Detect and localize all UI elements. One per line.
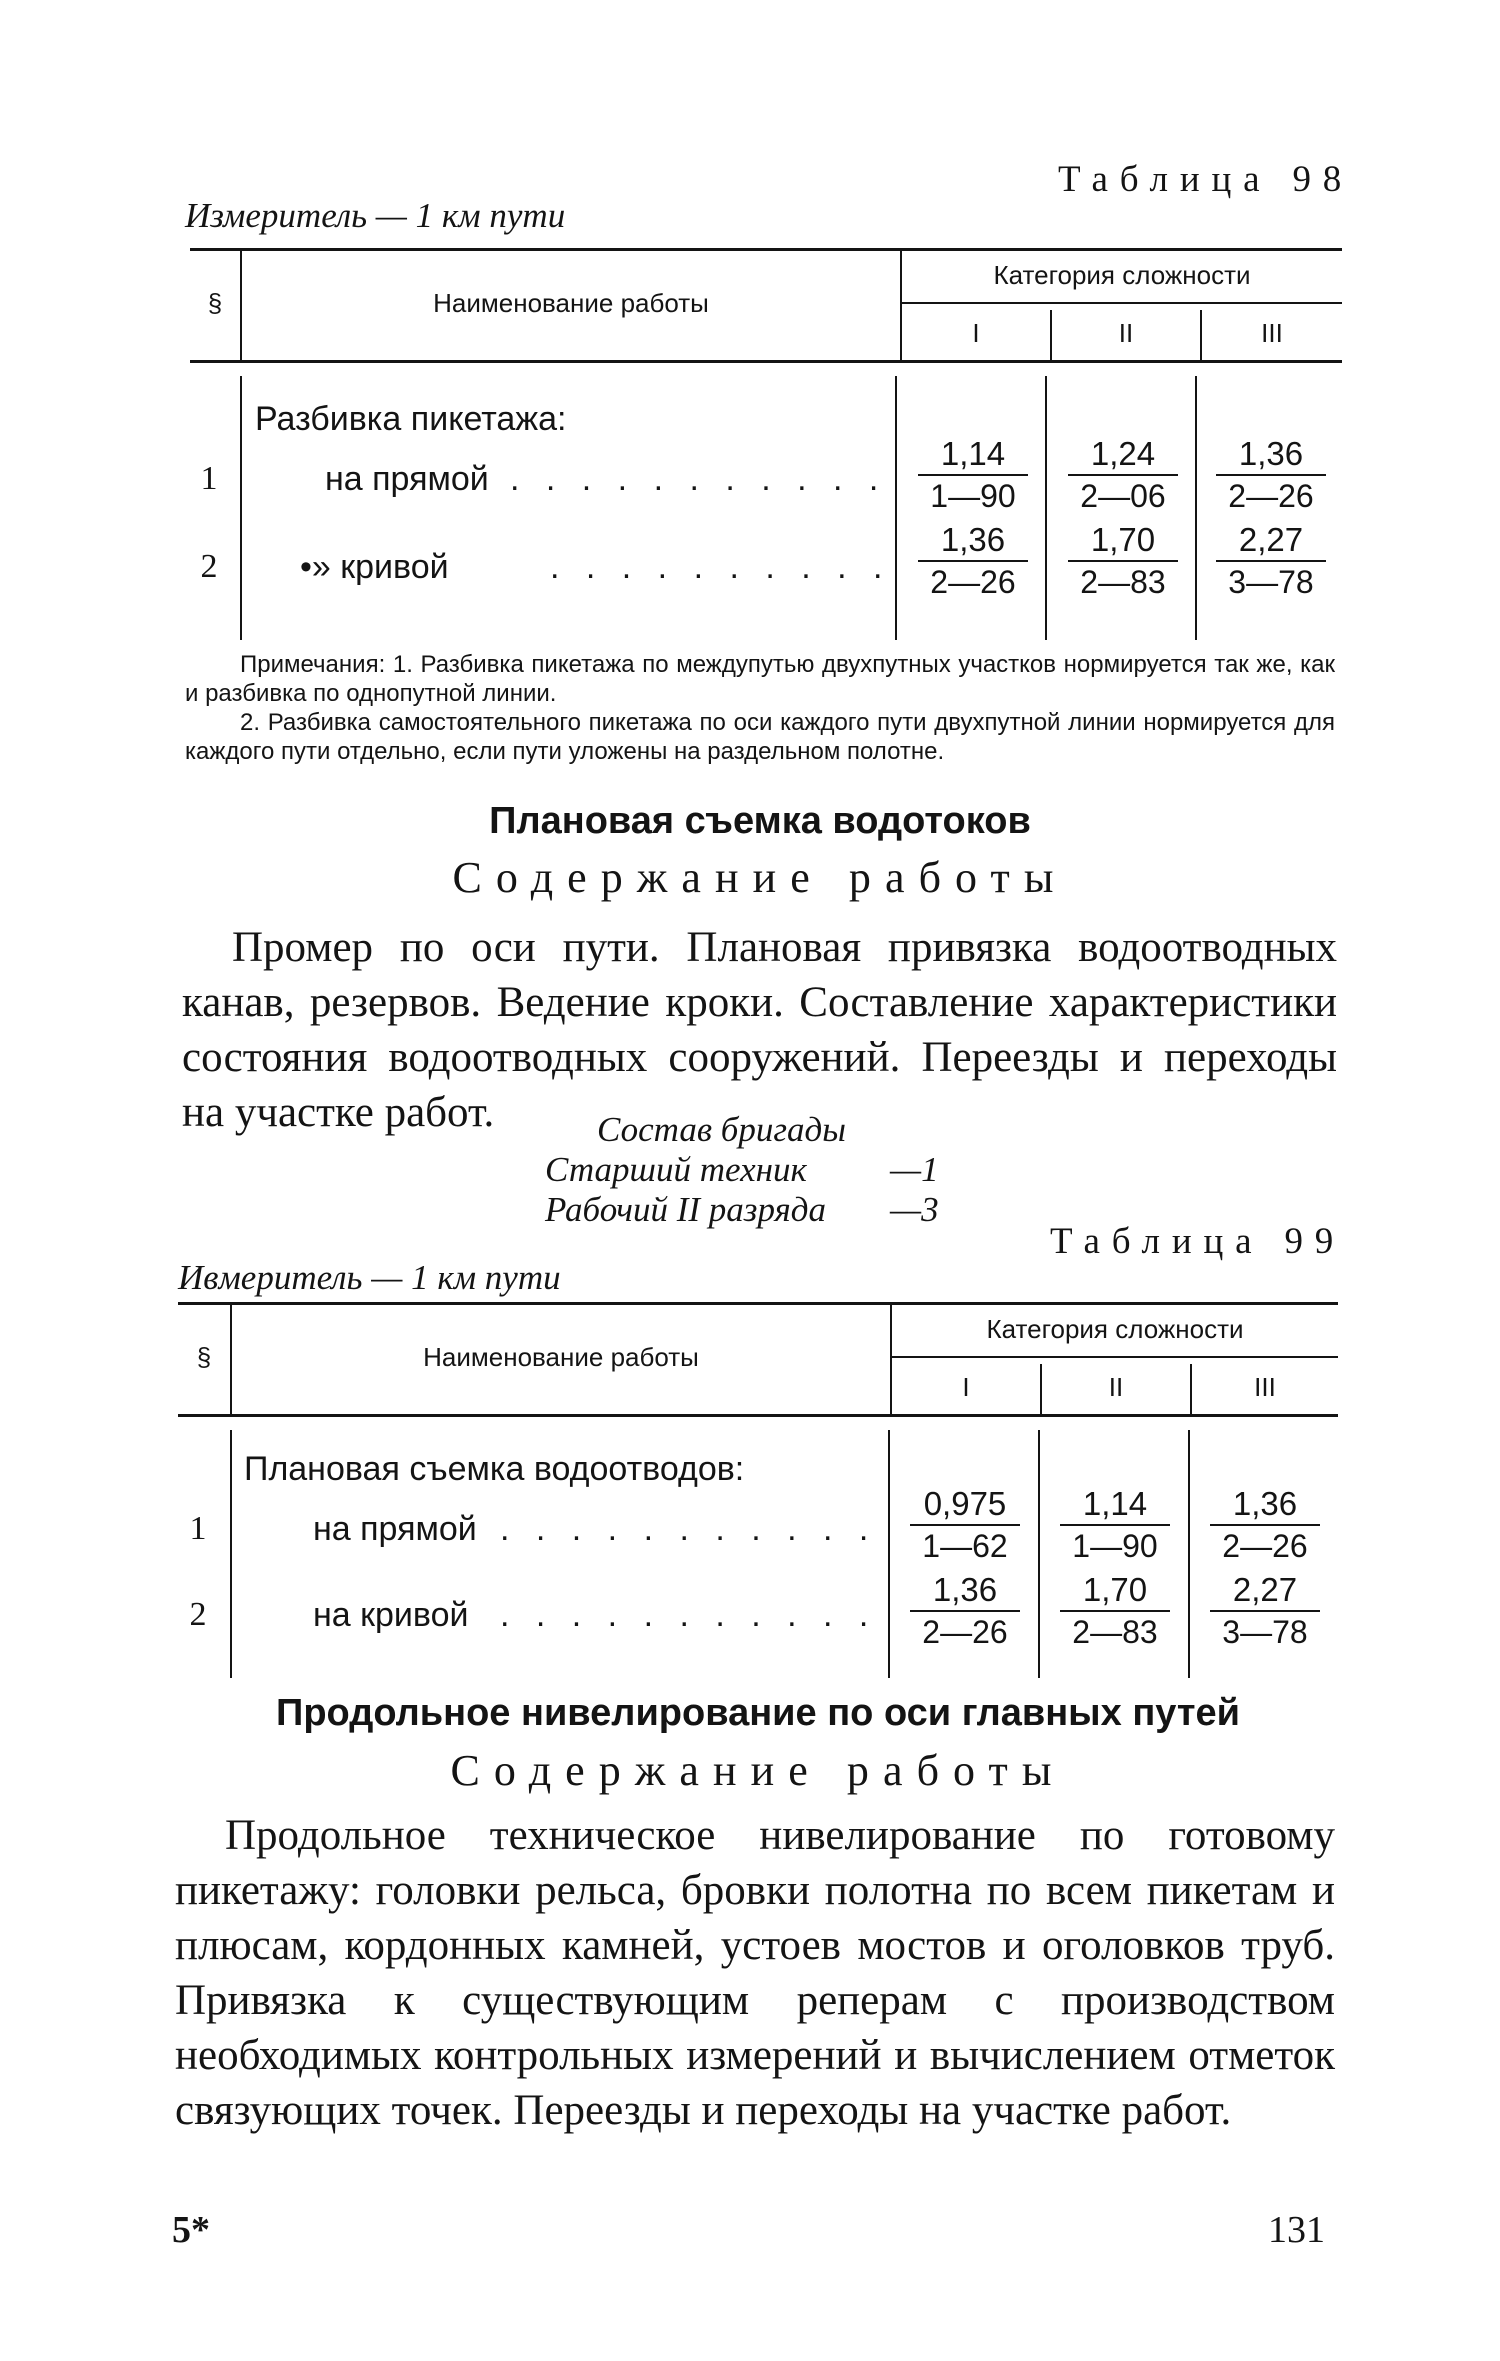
work-name-header: Наименование работы: [433, 288, 709, 318]
row-number: 2: [200, 548, 218, 585]
table-98-meter: Измеритель — 1 км пути: [185, 196, 566, 235]
category-header: Категория сложности: [993, 260, 1251, 290]
category-col-2: II: [1118, 318, 1134, 348]
norm-value: 1,14 1—90: [898, 434, 1048, 516]
signature-mark: 5*: [172, 2209, 210, 2251]
section-text: Промер по оси пути. Плановая привязка водоотводных канав, резервов. Ведение кроки. Составление характеристики состояния водоотводных сооружений. Переезды и переходы на участке работ.: [182, 924, 1337, 1136]
row-number: 2: [189, 1596, 207, 1633]
section-text: Продольное техническое нивелирование по готовому пикетажу: головки рельса, бровки полотна по всем пикетам и плюсам, кордонных камней, устоев мостов и оголовков труб. Привязка к существующим реперам с производством необходимых контрольных измерений и вычислением отметок связующих точек. Переезды и переходы на участке работ.: [175, 1812, 1335, 2134]
table-99-meter: Ивмеритель — 1 км пути: [178, 1258, 561, 1297]
table-99-caption: Таблица 99: [1050, 1221, 1346, 1262]
group-title: Плановая съемка водоотводов:: [244, 1450, 745, 1488]
norm-value: 1,70 2—83: [1048, 520, 1198, 602]
table-top-rule: [178, 1302, 1338, 1305]
norm-value: 2,27 3—78: [1196, 520, 1346, 602]
section-header: §: [207, 288, 223, 318]
col-divider: [230, 1430, 232, 1678]
norm-value: 1,24 2—06: [1048, 434, 1198, 516]
norm-value: 1,70 2—83: [1040, 1570, 1190, 1652]
brigade-member: Рабочий II разряда —3: [545, 1190, 939, 1229]
section-title: Продольное нивелирование по оси главных путей: [276, 1692, 1240, 1734]
row-number: 1: [189, 1510, 207, 1547]
table-98-notes: [185, 650, 1335, 766]
table-98: [190, 248, 1342, 640]
note-1: Примечания: 1. Разбивка пикетажа по междупутью двухпутных участков нормируется так же, как и разбивка по однопутной линии.: [185, 651, 1335, 707]
norm-value: 0,975 1—62: [890, 1484, 1040, 1566]
category-rule: [900, 302, 1342, 304]
category-col-1: I: [972, 318, 980, 348]
leader-dots: . . . . . . . . . .: [550, 548, 891, 586]
note-2: 2. Разбивка самостоятельного пикетажа по оси каждого пути двухпутной линии нормируется для каждого пути отдельно, если пути уложены на раздельном полотне.: [185, 709, 1335, 765]
norm-value: 1,36 2—26: [890, 1570, 1040, 1652]
category-header: Категория сложности: [986, 1314, 1244, 1344]
col-divider: [240, 376, 242, 640]
brigade-member: Старший техник —1: [545, 1150, 939, 1189]
table-98-caption: Таблица 98: [1058, 159, 1354, 200]
category-col-1: I: [962, 1372, 970, 1402]
leader-dots: . . . . . . . . . . .: [510, 460, 887, 498]
norm-value: 1,36 2—26: [1190, 1484, 1340, 1566]
section-title: Плановая съемка водотоков: [489, 800, 1031, 842]
work-name-header: Наименование работы: [423, 1342, 699, 1372]
norm-value: 1,36 2—26: [1196, 434, 1346, 516]
row-label: •» кривой: [300, 548, 449, 586]
row-label: на прямой: [313, 1510, 477, 1548]
col-divider: [895, 376, 897, 640]
norm-value: 1,14 1—90: [1040, 1484, 1190, 1566]
brigade-title: Состав бригады: [597, 1110, 846, 1149]
category-rule: [890, 1356, 1338, 1358]
leader-dots: . . . . . . . . . . .: [500, 1596, 877, 1634]
leader-dots: . . . . . . . . . . .: [500, 1510, 877, 1548]
page-number: 131: [1268, 2209, 1325, 2251]
norm-value: 2,27 3—78: [1190, 1570, 1340, 1652]
brigade-block: [545, 1110, 985, 1230]
section-subtitle: Содержание работы: [450, 1746, 1066, 1795]
section-subtitle: Содержание работы: [452, 853, 1068, 902]
row-number: 1: [200, 460, 218, 497]
category-col-3: III: [1254, 1372, 1276, 1402]
norm-value: 1,36 2—26: [898, 520, 1048, 602]
category-col-2: II: [1108, 1372, 1124, 1402]
group-title: Разбивка пикетажа:: [255, 400, 567, 438]
section-header: §: [196, 1342, 212, 1372]
table-header-rule: [178, 1414, 1338, 1417]
table-top-rule: [190, 248, 1342, 251]
row-label: на кривой: [313, 1596, 469, 1634]
table-header-rule: [190, 360, 1342, 363]
row-label: на прямой: [325, 460, 489, 498]
category-col-3: III: [1261, 318, 1283, 348]
